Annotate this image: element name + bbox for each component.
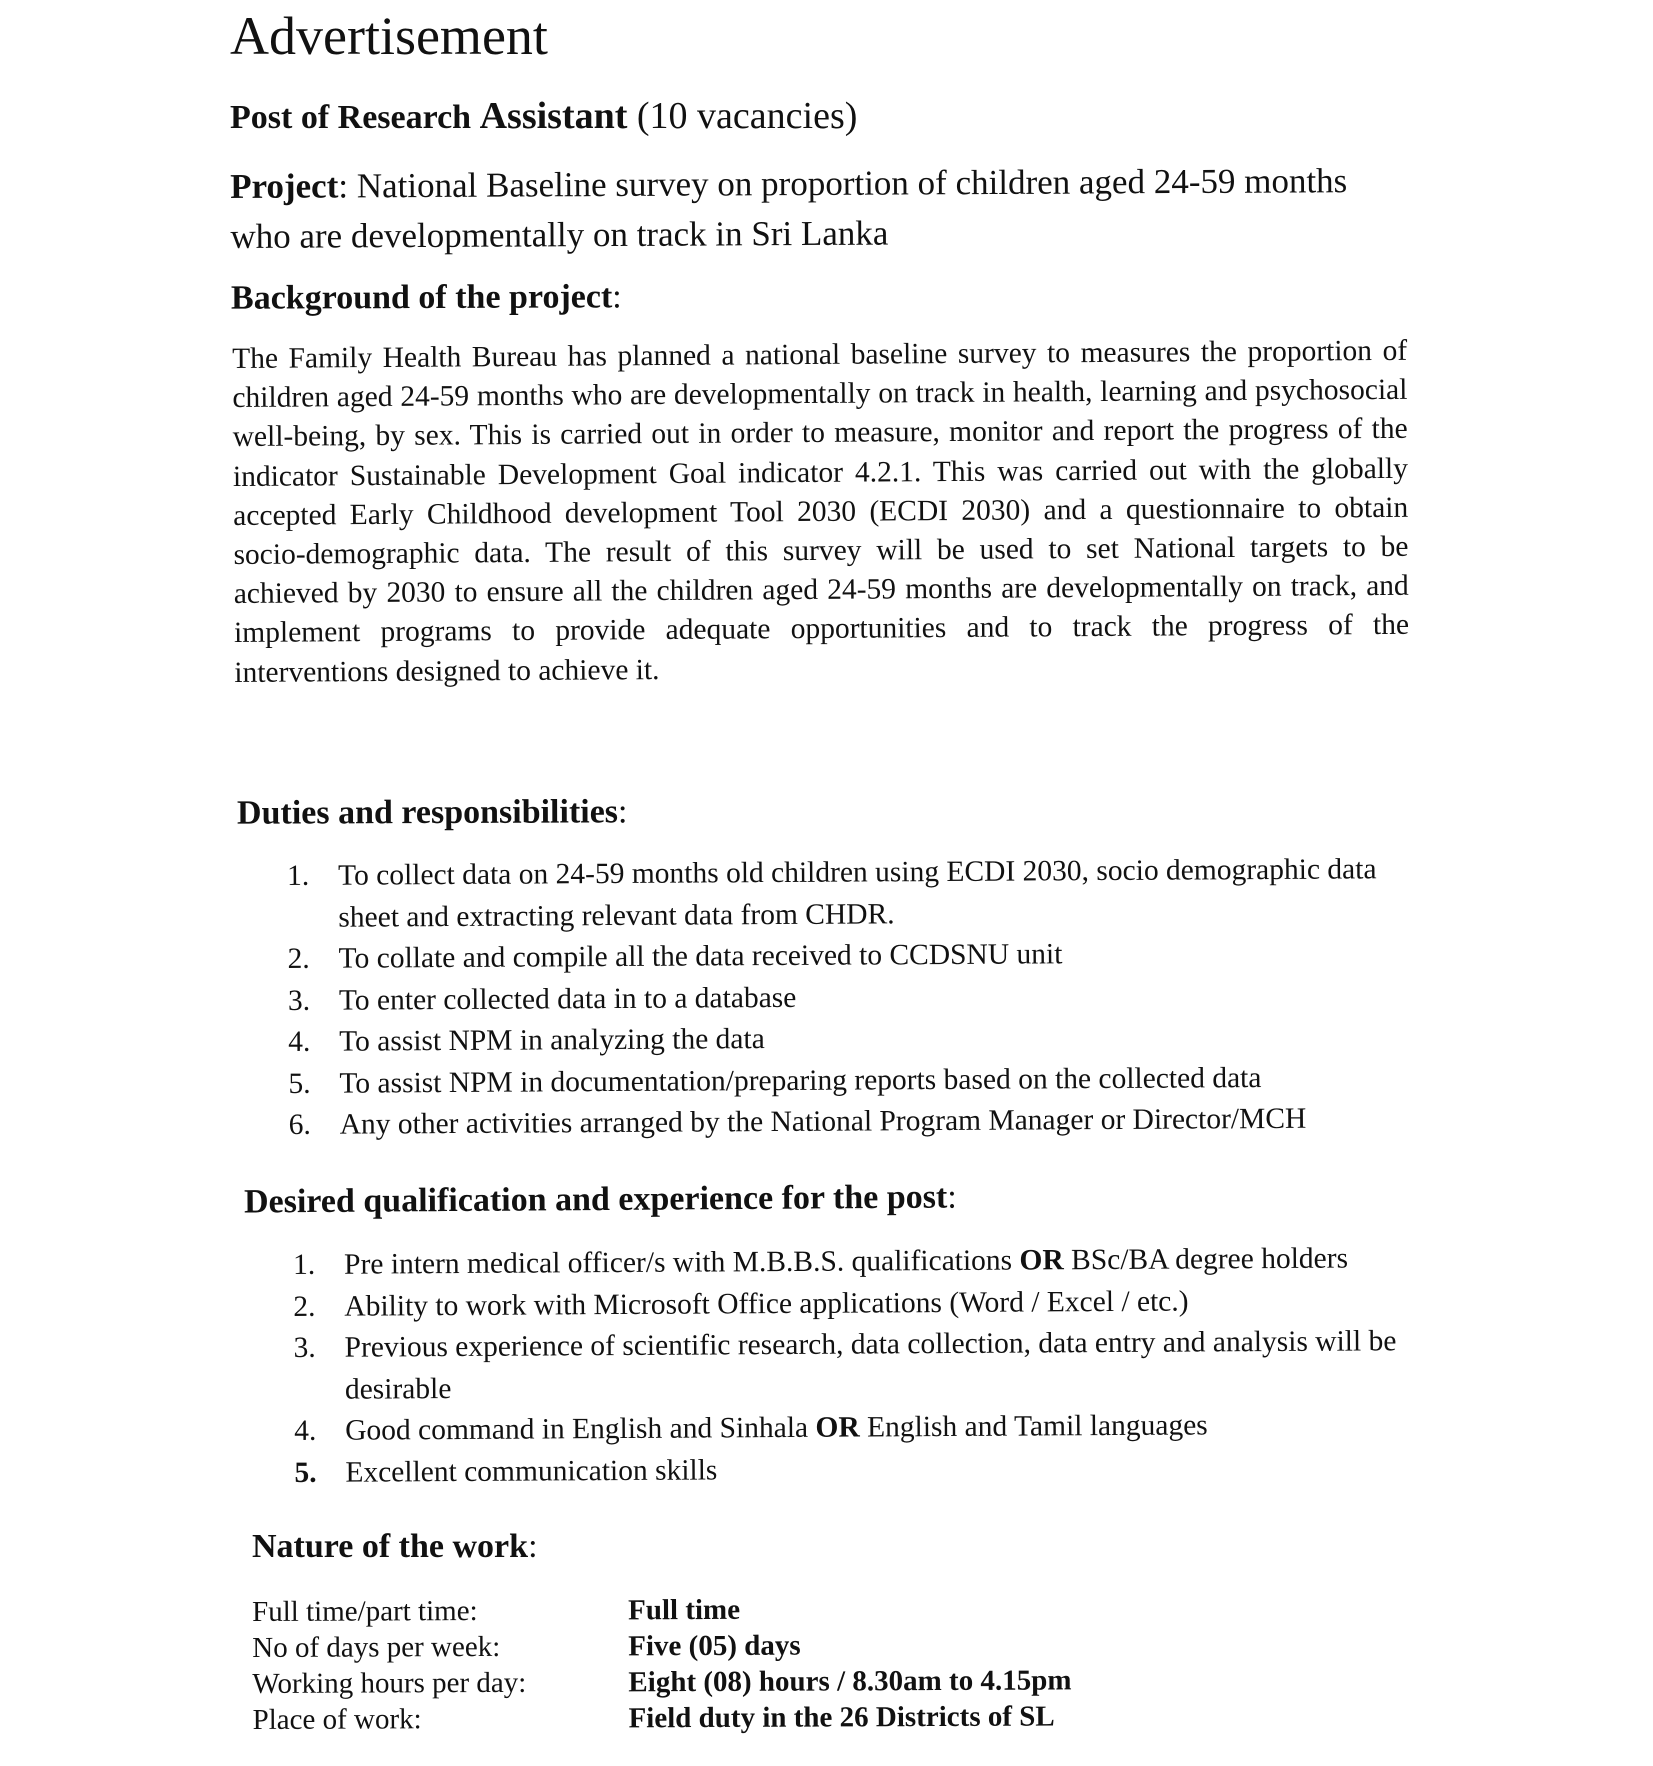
list-item: 4. Good command in English and Sinhala OR English and Tamil languages bbox=[294, 1409, 1208, 1447]
list-item: 4. To assist NPM in analyzing the data bbox=[288, 1023, 765, 1058]
list-item: 5. To assist NPM in documentation/preparing reports based on the collected data bbox=[288, 1061, 1262, 1100]
list-item: 2. To collate and compile all the data received to CCDSNU unit bbox=[287, 938, 1063, 975]
list-item: 3. To enter collected data in to a database bbox=[287, 981, 797, 1017]
qualifications-heading: Desired qualification and experience for the post: bbox=[243, 1178, 957, 1221]
background-paragraph: The Family Health Bureau has planned a national baseline survey to measures the proportion of children aged 24-59 months who are developmentally on track in health, learning and psychosocial well-being, by sex. This is carried out in order to measure, monitor and report the progress of the indicator Sustainable Development Goal indicator 4.2.1. This was carried out with the globally accepted Early Childhood development Tool 2030 (ECDI 2030) and a questionnaire to obtain socio-demographic data. The result of this survey will be used to set National targets to be achieved by 2030 to ensure all the children aged 24-59 months are developmentally on track, and implement programs to provide adequate opportunities and to track the progress of the interventions designed to achieve it. bbox=[232, 334, 1410, 689]
list-item: 1. To collect data on 24-59 months old children using ECDI 2030, socio demographic data sheet and extracting relevant data from CHDR. bbox=[287, 853, 1377, 934]
table-row: No of days per week: Five (05) days bbox=[252, 1629, 801, 1664]
post-vacancies: (10 vacancies) bbox=[627, 95, 858, 137]
list-item: 1. Pre intern medical officer/s with M.B.B.S. qualifications OR BSc/BA degree holders bbox=[293, 1242, 1349, 1281]
qualifications-list bbox=[293, 1238, 1429, 1494]
post-prefix: Post of Research bbox=[230, 99, 480, 136]
project-label: Project bbox=[230, 166, 339, 206]
post-title bbox=[230, 92, 857, 141]
background-heading: Background of the project: bbox=[230, 278, 622, 317]
qualifications-heading-text: Desired qualification and experience for the post bbox=[243, 1178, 948, 1221]
table-row: Working hours per day: Eight (08) hours / 8.30am to 4.15pm bbox=[252, 1664, 1072, 1700]
nature-heading-text: Nature of the work bbox=[252, 1528, 529, 1565]
table-row: Full time/part time: Full time bbox=[252, 1593, 741, 1628]
project-text: : National Baseline survey on proportion of children aged 24-59 months who are developmentally on track in Sri Lanka bbox=[230, 161, 1348, 256]
post-role: Assistant bbox=[479, 95, 628, 137]
page-title: Advertisement bbox=[230, 6, 548, 66]
project-description bbox=[230, 156, 1411, 262]
duties-heading-text: Duties and responsibilities bbox=[236, 793, 619, 832]
background-heading-text: Background of the project bbox=[230, 278, 613, 317]
nature-heading: Nature of the work: bbox=[252, 1528, 538, 1565]
list-item: 5. Excellent communication skills bbox=[294, 1453, 718, 1489]
list-item: 2. Ability to work with Microsoft Office applications (Word / Excel / etc.) bbox=[293, 1285, 1189, 1323]
list-item: 6. Any other activities arranged by the National Program Manager or Director/MCH bbox=[288, 1102, 1307, 1141]
list-item: 3. Previous experience of scientific research, data collection, data entry and analysis will be desirable bbox=[293, 1325, 1397, 1406]
table-row: Place of work: Field duty in the 26 Districts of SL bbox=[252, 1700, 1055, 1736]
nature-of-work-table bbox=[252, 1590, 1072, 1738]
duties-list bbox=[287, 849, 1414, 1146]
duties-heading: Duties and responsibilities: bbox=[236, 793, 628, 832]
